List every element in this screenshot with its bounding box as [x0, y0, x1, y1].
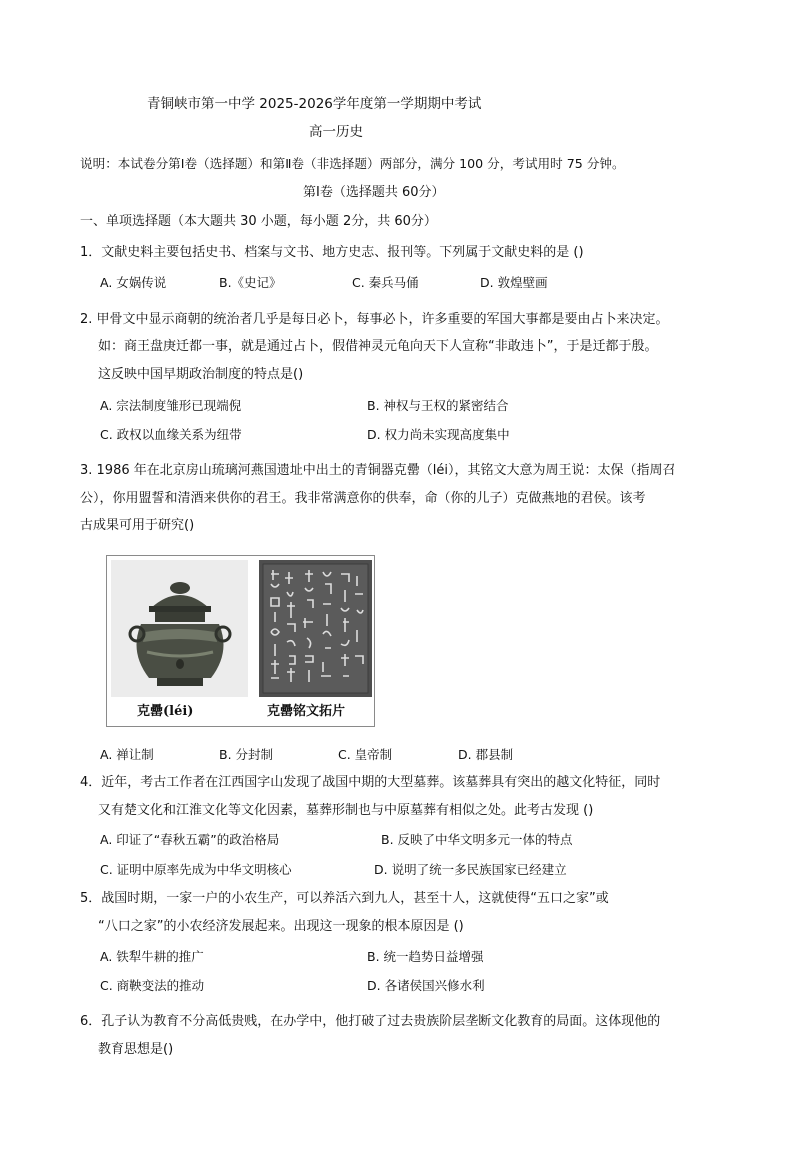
- question-stem-line: 教育思想是(): [98, 1042, 174, 1057]
- part1-title: 第Ⅰ卷（选择题共 60分）: [303, 185, 445, 200]
- question-stem-line: 3. 1986 年在北京房山琉璃河燕国遗址中出土的青铜器克罍（léi），其铭文大意为周王说：太保（指周召: [80, 463, 676, 478]
- question-stem-line: 5．战国时期，一家一户的小农生产，可以养活六到九人，甚至十人，这就使得“五口之家”或: [80, 891, 609, 906]
- option-b[interactable]: B. 神权与王权的紧密结合: [367, 398, 509, 413]
- question-stem-line: 如：商王盘庚迁都一事，就是通过占卜，假借神灵元龟向天下人宣称“非敢违卜”，于是迁都于殷。: [98, 339, 658, 354]
- exam-subject: 高一历史: [309, 124, 363, 140]
- option-d[interactable]: D. 说明了统一多民族国家已经建立: [374, 862, 567, 877]
- question-stem-line: 1．文献史料主要包括史书、档案与文书、地方史志、报刊等。下列属于文献史料的是 (): [80, 245, 584, 260]
- question-stem-line: 4．近年，考古工作者在江西国字山发现了战国中期的大型墓葬。该墓葬具有突出的越文化特征，同时: [80, 775, 661, 790]
- option-c[interactable]: C. 皇帝制: [338, 747, 393, 762]
- question-stem-line: “八口之家”的小农经济发展起来。出现这一现象的根本原因是 (): [98, 919, 464, 934]
- option-a[interactable]: A. 铁犁牛耕的推广: [100, 949, 204, 964]
- bronze-lei-vessel-image: [111, 560, 248, 697]
- option-b[interactable]: B.《史记》: [219, 275, 282, 290]
- option-a[interactable]: A. 禅让制: [100, 747, 154, 762]
- question-stem-line: 这反映中国早期政治制度的特点是(): [98, 367, 304, 382]
- question-stem-line: 6．孔子认为教育不分高低贵贱，在办学中，他打破了过去贵族阶层垄断文化教育的局面。这体现他的: [80, 1014, 661, 1029]
- option-a[interactable]: A. 印证了“春秋五霸”的政治格局: [100, 832, 280, 847]
- option-b[interactable]: B. 统一趋势日益增强: [367, 949, 484, 964]
- option-c[interactable]: C. 秦兵马俑: [352, 275, 419, 290]
- figure-caption-vessel: 克罍(léi): [137, 704, 194, 719]
- question-stem-line: 又有楚文化和江淮文化等文化因素，墓葬形制也与中原墓葬有相似之处。此考古发现 (): [98, 803, 594, 818]
- question-figure: [106, 555, 375, 727]
- option-b[interactable]: B. 分封制: [219, 747, 274, 762]
- option-c[interactable]: C. 商鞅变法的推动: [100, 978, 205, 993]
- exam-title: 青铜峡市第一中学 2025-2026学年度第一学期期中考试: [147, 96, 482, 112]
- option-b[interactable]: B. 反映了中华文明多元一体的特点: [381, 832, 573, 847]
- inscription-rubbing-image: [259, 560, 372, 697]
- option-d[interactable]: D. 郡县制: [458, 747, 514, 762]
- option-d[interactable]: D. 权力尚未实现高度集中: [367, 427, 510, 442]
- option-d[interactable]: D. 各诸侯国兴修水利: [367, 978, 485, 993]
- option-a[interactable]: A. 宗法制度雏形已现端倪: [100, 398, 242, 413]
- figure-caption-rubbing: 克罍铭文拓片: [267, 704, 346, 719]
- question-stem-line: 公），你用盟誓和清酒来供你的君王。我非常满意你的供奉，命（你的儿子）克做燕地的君侯。该考: [80, 491, 646, 506]
- exam-instructions: 说明：本试卷分第Ⅰ卷（选择题）和第Ⅱ卷（非选择题）两部分，满分 100 分，考试用时 75 分钟。: [80, 156, 625, 171]
- option-c[interactable]: C. 政权以血缘关系为纽带: [100, 427, 242, 442]
- question-stem-line: 2. 甲骨文中显示商朝的统治者几乎是每日必卜，每事必卜，许多重要的军国大事都是要由占卜来决定。: [80, 312, 669, 327]
- option-c[interactable]: C. 证明中原率先成为中华文明核心: [100, 862, 292, 877]
- section1-heading: 一、单项选择题（本大题共 30 小题，每小题 2分，共 60分）: [80, 214, 437, 229]
- option-d[interactable]: D. 敦煌壁画: [480, 275, 548, 290]
- option-a[interactable]: A. 女娲传说: [100, 275, 167, 290]
- question-stem-line: 古成果可用于研究(): [80, 518, 195, 533]
